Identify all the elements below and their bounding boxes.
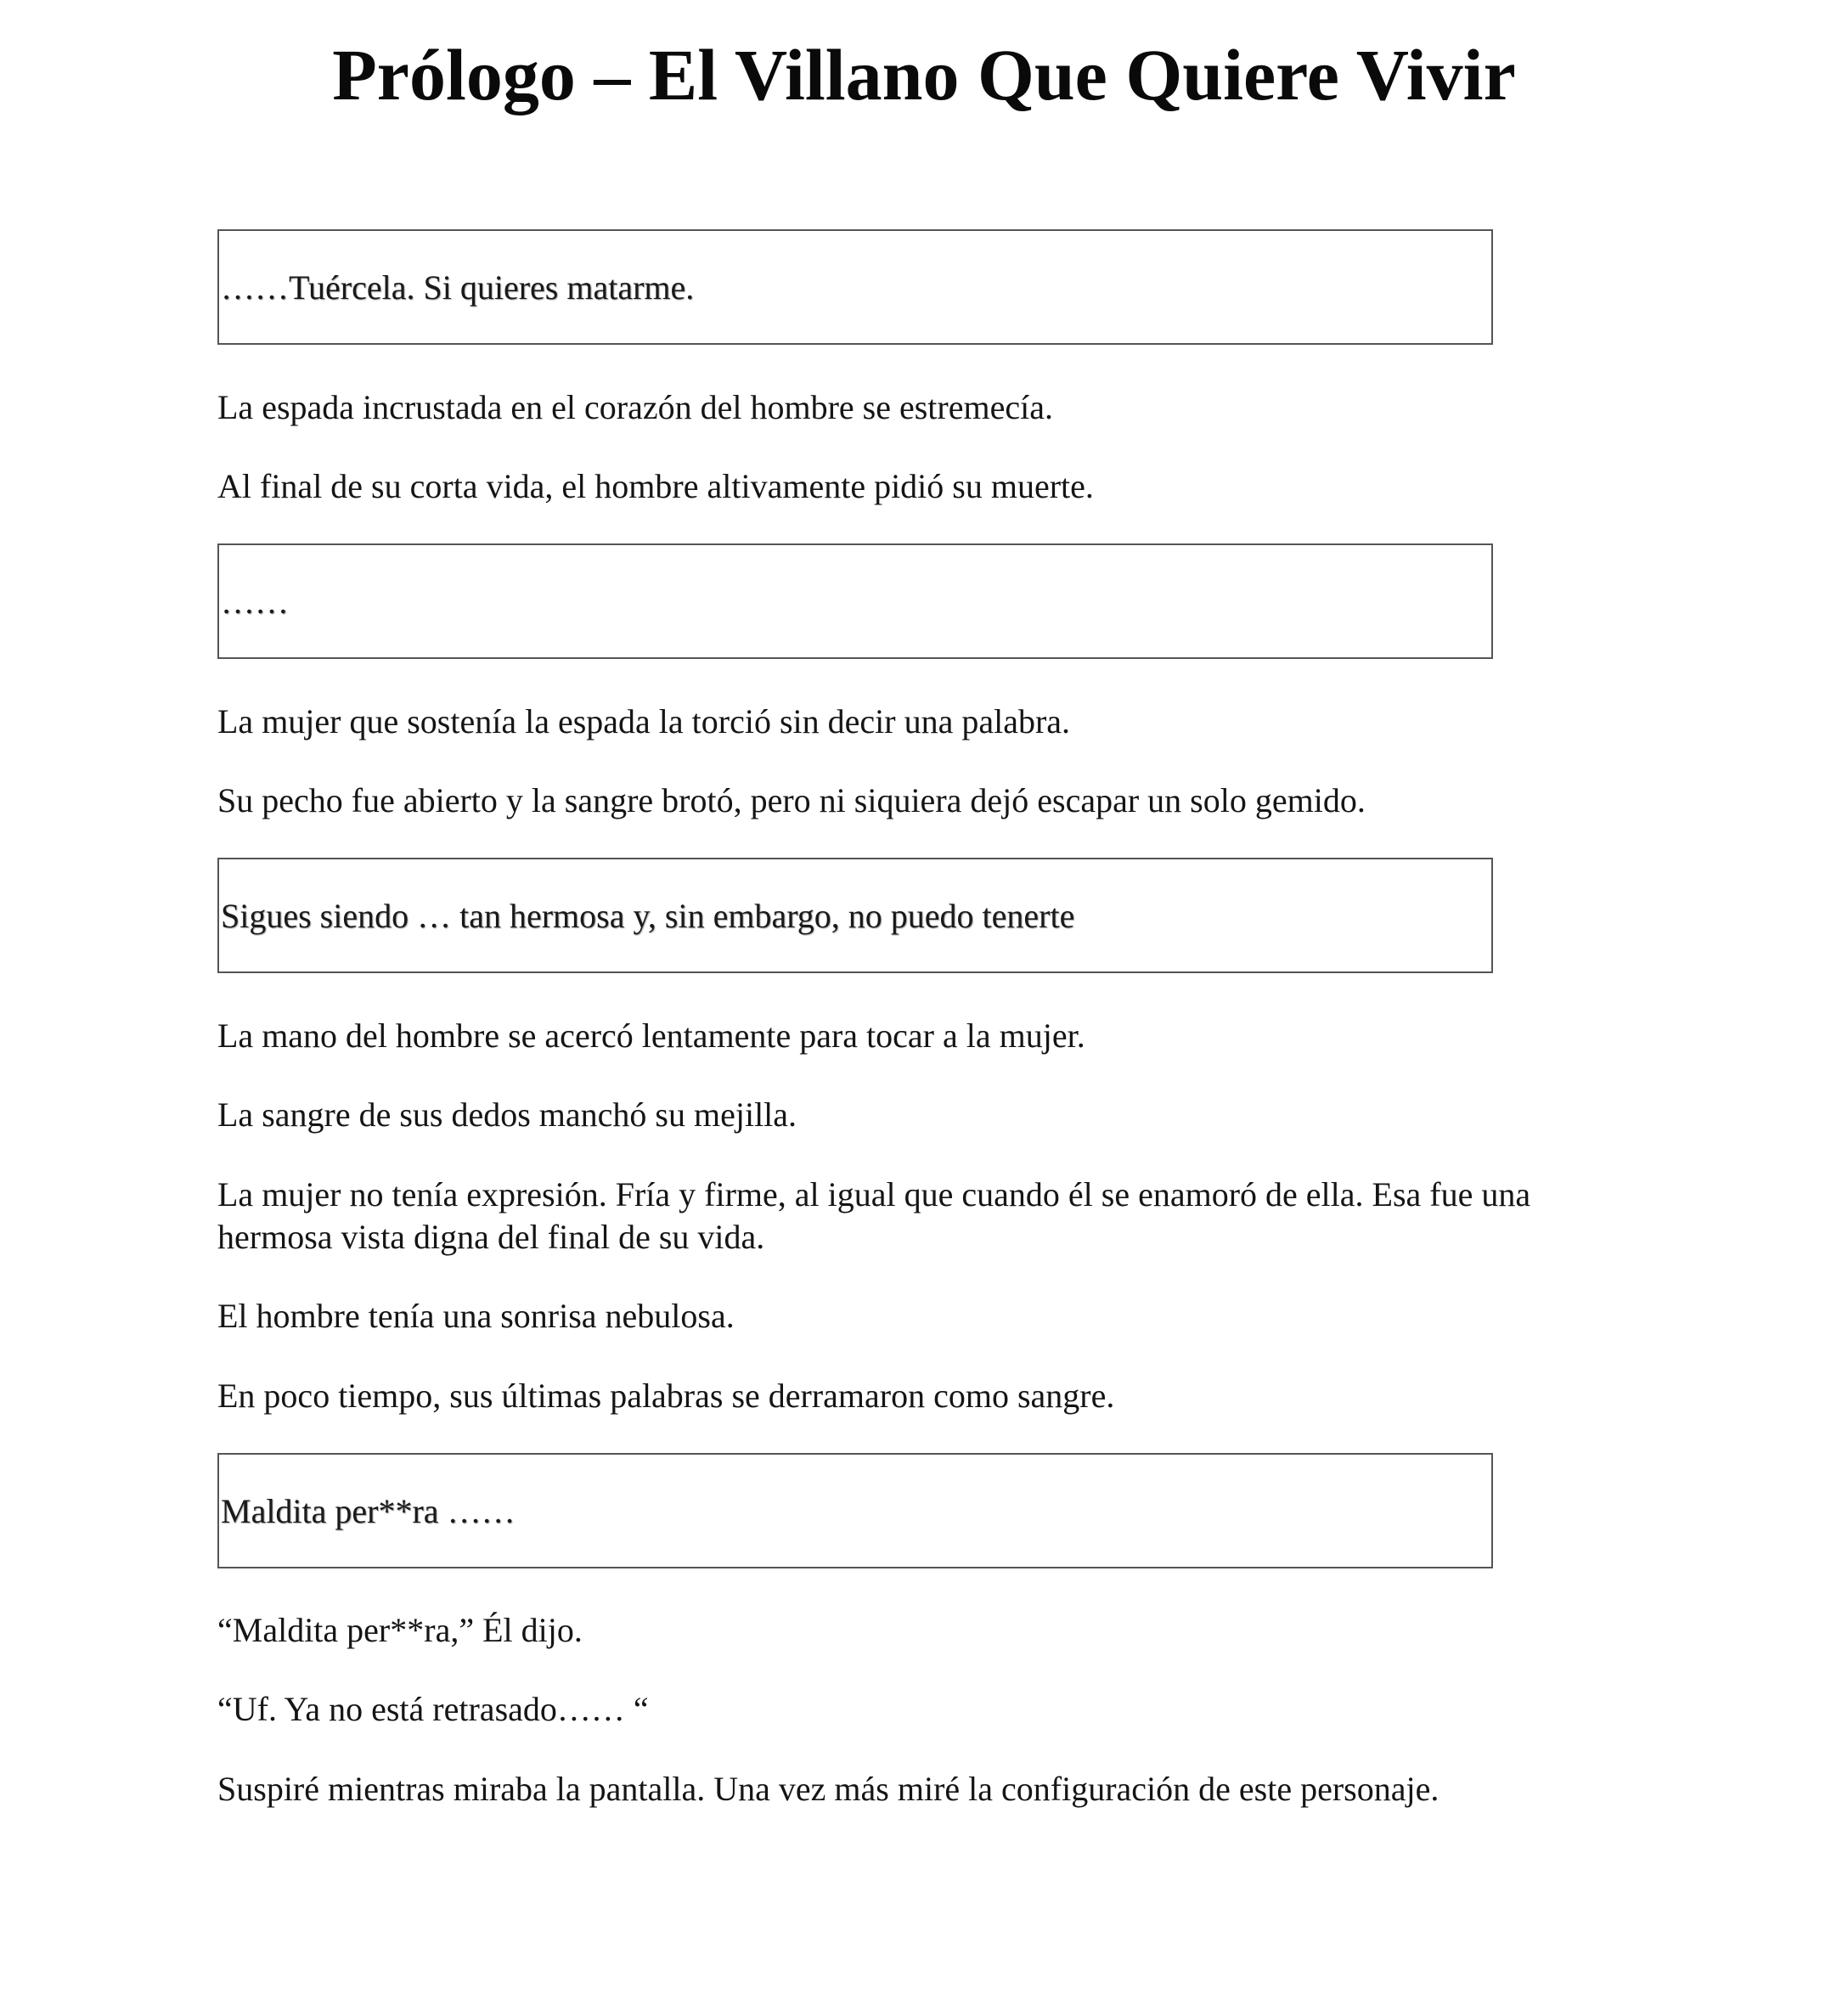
dialogue-text: Sigues siendo … tan hermosa y, sin embargo, no puedo tenerte — [221, 897, 1075, 935]
paragraph-4: Su pecho fue abierto y la sangre brotó, pero ni siquiera dejó escapar un solo gemido. — [217, 781, 1366, 819]
page-title: Prólogo – El Villano Que Quiere Vivir — [332, 34, 1516, 115]
paragraph-5: La mano del hombre se acercó lentamente para tocar a la mujer. — [217, 1016, 1085, 1055]
paragraph-7: La mujer no tenía expresión. Fría y firme, al igual que cuando él se enamoró de ella. Esa fue una hermosa vista digna del final de su vida. — [217, 1175, 1531, 1256]
dialogue-text: Maldita per**ra …… — [221, 1492, 516, 1530]
paragraph-1: La espada incrustada en el corazón del hombre se estremecía. — [217, 388, 1053, 426]
paragraph-3: La mujer que sostenía la espada la torció sin decir una palabra. — [217, 702, 1071, 740]
dialogue-text: …… — [221, 583, 289, 621]
paragraph-11: “Uf. Ya no está retrasado…… “ — [217, 1690, 649, 1728]
paragraph-6: La sangre de sus dedos manchó su mejilla. — [217, 1095, 797, 1134]
paragraph-2: Al final de su corta vida, el hombre altivamente pidió su muerte. — [217, 467, 1094, 505]
paragraph-8: El hombre tenía una sonrisa nebulosa. — [217, 1297, 735, 1335]
dialogue-text: ……Tuércela. Si quieres matarme. — [221, 268, 695, 307]
dialogue-box-4 — [217, 1453, 1493, 1568]
paragraph-12: Suspiré mientras miraba la pantalla. Una vez más miré la configuración de este personaje. — [217, 1770, 1440, 1808]
paragraph-9: En poco tiempo, sus últimas palabras se derramaron como sangre. — [217, 1377, 1115, 1415]
dialogue-box-2 — [217, 543, 1493, 659]
dialogue-box-1 — [217, 229, 1493, 345]
paragraph-10: “Maldita per**ra,” Él dijo. — [217, 1611, 583, 1649]
dialogue-box-3 — [217, 858, 1493, 973]
